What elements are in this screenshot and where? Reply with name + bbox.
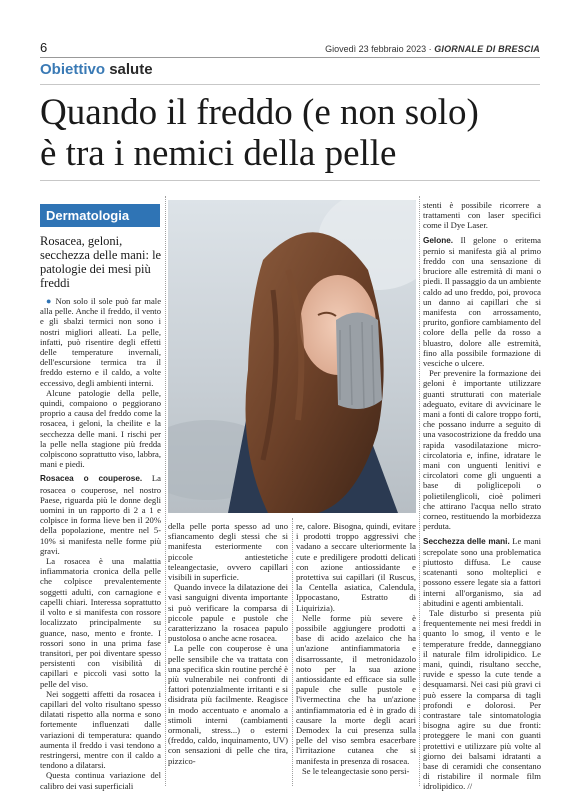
paragraph: Per prevenire la formazione dei geloni è importante utilizzare guanti strutturati con materiale adeguato, evitare di avvicinare le mani a fonti di calore troppo forti, che possano indurre a seguito di una vasocostrizione da freddo una rapida vasodilatazione micro-circolatoria e, infine, idratare le mani con unguenti lenitivi e circolatori come gli unguenti a base di poliglicероli o polietilenglicoli, cioè polimeri che attirano l'acqua nello strato corneo, restituendo la morbidezza perduta. [423,368,541,532]
article-column-4 [423,200,541,792]
section-label-part1: Obiettivo [40,61,106,78]
section-rule [40,84,540,85]
paragraph: Quando invece la dilatazione dei vasi sanguigni diventa importante si può verificare la comparsa di piccole papule e pustole che caratterizzano la rosacea papulo pustolosa o anche acne rosacea. [168,582,288,644]
article-column-1 [40,296,161,791]
paragraph-title: Rosacea o couperose. [40,474,143,484]
paragraph: La pelle con couperose è una pelle sensibile che va trattata con una specifica skin routine perché è più vulnerabile nei confronti di fattori potenzialmente irritanti e si disidrata più facilmente. Reagisce in modo accentuato e anomalo a stimoli interni (cambiamenti ormonali, stress...) o esterni (freddo, caldo, inquinamento, UV) con sensazioni di pelle che tira, pizzico- [168,643,288,766]
paragraph-title: Secchezza delle mani. [423,536,510,546]
column-divider-2 [292,518,293,786]
paragraph: Nelle forme più severe è possibile aggiungere prodotti a base di acido azelaico che ha un'azione antinfiammatoria e disarrossante, il metronidazolo noto per la sua azione antiossidante ed efficace sia sulle papule che sulle pustole e l'ivermectina che ha un'azione antinfiammatoria ed è in grado di causare la morte degli acari Demodex la cui presenza sulla pelle del viso sembra esacerbare l'irritazione cutanea che si manifesta in presenza di rosacea. [296,612,416,766]
column-divider-1 [165,196,166,786]
paragraph: Questa continua variazione del calibro dei vasi superficiali [40,770,161,791]
paragraph: della pelle porta spesso ad uno sfiancamento degli stessi che si manifesta esteriormente con piccole antiestetiche teleangectasie, ovvero capillari visibili in superficie. [168,521,288,583]
paragraph: Tale disturbo si presenta più frequentemente nei mesi freddi in quanto lo smog, il vento e le temperature fredde, danneggiano il naturale film idrolipidico. Le mani, quindi, risultano secche, ruvide e spesso la cute tende a desquamarsi. Nei casi più gravi ci può essere la comparsa di tagli profondi e dolorosi. Per contrastare tale sintomatologia bisogna agire su due fronti: proteggere le mani con guanti protettivi e utilizzare più volte al giorno dei balsami idratanti a base di ceramidi che consentano di ristabilire il normale film idrolipidico. [423,607,541,792]
paragraph: Non solo il sole può far male alla pelle. Anche il freddo, il vento e gli sbalzi termici non sono i nostri migliori alleati. La pelle, infatti, può risentire degli effetti delle temperature invernali, dell'escursione termica tra il freddo esterno e il caldo, a volte eccessivo, degli ambienti interni. [40,296,162,388]
header-rule [40,57,540,58]
article-column-3 [296,521,416,776]
headline-rule [40,180,540,181]
section-label [40,61,153,78]
newspaper-name: GIORNALE DI BRESCIA [434,44,540,54]
issue-date: Giovedì 23 febbraio 2023 [325,44,427,54]
masthead [325,44,540,54]
masthead-separator: · [428,44,432,54]
paragraph: Alcune patologie della pelle, quindi, compaiono o peggiorano proprio a causa del freddo come la rosacea, i geloni, la cheilite e la secchezza delle mani. I rischi per la pelle nella stagione più fredda colpiscono soprattutto viso, labbra, mani e piedi. [40,387,161,470]
article-photo [168,200,416,513]
headline-line-1: Quando il freddo (e non solo) [40,92,479,133]
paragraph: re, calore. Bisogna, quindi, evitare i prodotti troppo aggressivi che vadano a seccare ulteriormente la cute e prediligere prodotti delicati con azione antiossidante e protettiva sui capillari (il Ruscus, la Centella asiatica, Calendula, Ippocastano, Estratto di Liquirizia). [296,521,416,613]
category-tag: Dermatologia [40,204,160,227]
paragraph: La rosacea o couperose, nel nostro Paese, riguarda più le donne degli uomini in un rapporto di 2 a 1 e colpisce in forma lieve ben il 20% della popolazione, mentre nel 5-10% si manifesta nelle forme più gravi. [40,473,161,556]
column-divider-3 [419,196,420,786]
headline [40,92,550,174]
paragraph: Nei soggetti affetti da rosacea i capillari del volto risultano spesso dilatati rispetto alla norma e sono fortemente influenzati dalle variazioni di temperatura: quando aumenta il freddo i vasi tendono a restringersi, mentre con il caldo a tendono a dilatarsi. [40,688,161,771]
headline-line-2: è tra i nemici della pelle [40,133,397,174]
paragraph: stenti è possibile ricorrere a trattamenti con laser specifici come il Dye Laser. [423,200,541,231]
paragraph: Se le teleangectasie sono persi- [302,765,410,776]
paragraph: La rosacea è una malattia infiammatoria cronica della pelle che colpisce prevalentemente soggetti adulti, con carnagione e capelli chiari. Interessa soprattutto il volto e si manifesta con rossore localizzato principalmente su guance, naso, mento e fronte. I rossori sono in una prima fase transitori, per poi diventare spesso persistenti con visibilità di capillari e piccoli vasi sotto la pelle del viso. [40,556,161,689]
paragraph-title: Gelone. [423,235,454,245]
woman-in-cold-photo [168,200,416,513]
paragraph: Le mani screpolate sono una problematica piuttosto diffusa. Le cause scatenanti sono molteplici e possono essere legate sia a fattori interni all'organismo, sia ad abitudini e agenti ambientali. [423,535,542,608]
article-column-2 [168,521,288,766]
article-end-mark: // [467,781,473,792]
page-number: 6 [40,40,48,55]
paragraph: Il gelone o eritema pernio si manifesta già al primo freddo con una sensazione di bruciore alle estremità di mani o piedi. Il passaggio da un ambiente caldo ad uno freddo, poi, provoca un danno ai capillari che si manifesta con arrossamento, prurito, gonfiore cambiamento del colore della pelle da rosso a bluastro, dolore alle estremità, fino alla possibile formazione di vesciche o ulcere. [423,234,541,369]
section-label-part2: salute [109,61,153,78]
subheadline: Rosacea, geloni, secchezza delle mani: le patologie dei mesi più freddi [40,234,162,290]
bullet-icon: ● [46,296,53,306]
